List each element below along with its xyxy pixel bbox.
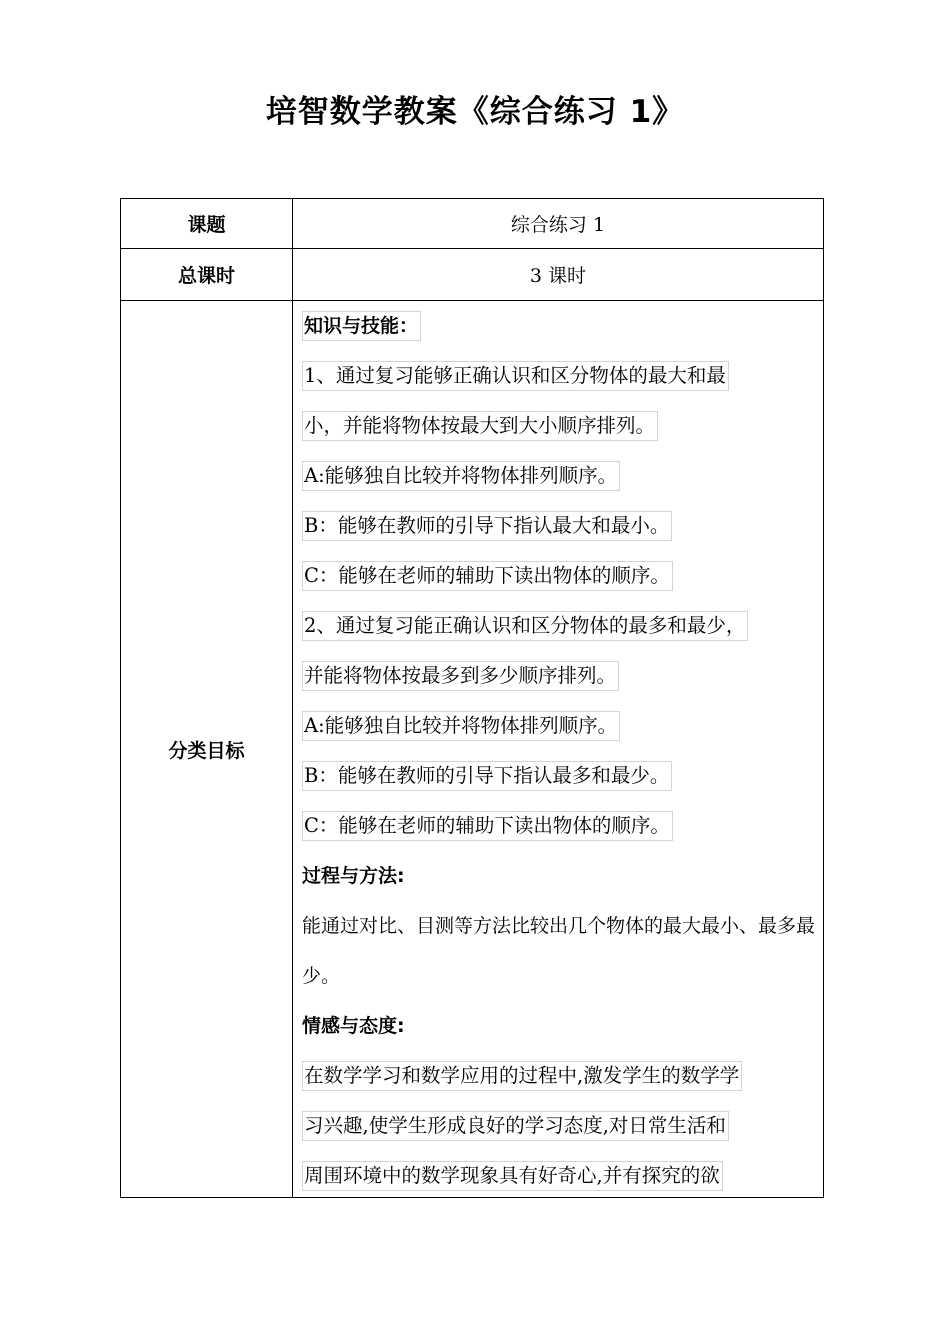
emotion-text-line: 在数学学习和数学应用的过程中,激发学生的数学学 — [302, 1061, 742, 1091]
goals-label: 分类目标 — [121, 301, 293, 1198]
topic-label: 课题 — [121, 199, 293, 249]
page-title: 培智数学教案《综合练习 1》 — [265, 94, 685, 130]
goal-text-line: 2、通过复习能正确认识和区分物体的最多和最少， — [302, 611, 748, 641]
goal-text-line: B：能够在教师的引导下指认最多和最少。 — [302, 761, 672, 791]
process-heading: 过程与方法: — [302, 865, 405, 887]
goal-text-line: A:能够独自比较并将物体排列顺序。 — [302, 711, 620, 741]
goal-text-line: 1、通过复习能够正确认识和区分物体的最大和最 — [302, 361, 729, 391]
emotion-heading: 情感与态度: — [302, 1015, 405, 1037]
process-text-line: 少。 — [302, 965, 341, 987]
emotion-text-line: 周围环境中的数学现象具有好奇心,并有探究的欲 — [302, 1161, 723, 1191]
goal-text-line: A:能够独自比较并将物体排列顺序。 — [302, 461, 620, 491]
lesson-plan-table — [120, 198, 824, 1198]
hours-label: 总课时 — [121, 249, 293, 301]
hours-value: 3 课时 — [293, 249, 824, 301]
emotion-text-line: 习兴趣,使学生形成良好的学习态度,对日常生活和 — [302, 1111, 729, 1141]
goal-text-line: B：能够在教师的引导下指认最大和最小。 — [302, 511, 672, 541]
goal-text-line: C：能够在老师的辅助下读出物体的顺序。 — [302, 811, 673, 841]
goals-content — [293, 301, 823, 1197]
table-row-topic — [121, 199, 824, 249]
goal-text-line: C：能够在老师的辅助下读出物体的顺序。 — [302, 561, 673, 591]
process-text-line: 能通过对比、目测等方法比较出几个物体的最大最小、最多最 — [302, 915, 816, 937]
table-row-goals — [121, 301, 824, 1198]
goals-cell — [293, 301, 824, 1198]
table-row-hours — [121, 249, 824, 301]
goal-text-line: 并能将物体按最多到多少顺序排列。 — [302, 661, 619, 691]
goal-text-line: 小，并能将物体按最大到大小顺序排列。 — [302, 411, 658, 441]
knowledge-heading: 知识与技能： — [302, 311, 421, 341]
topic-value: 综合练习 1 — [293, 199, 824, 249]
